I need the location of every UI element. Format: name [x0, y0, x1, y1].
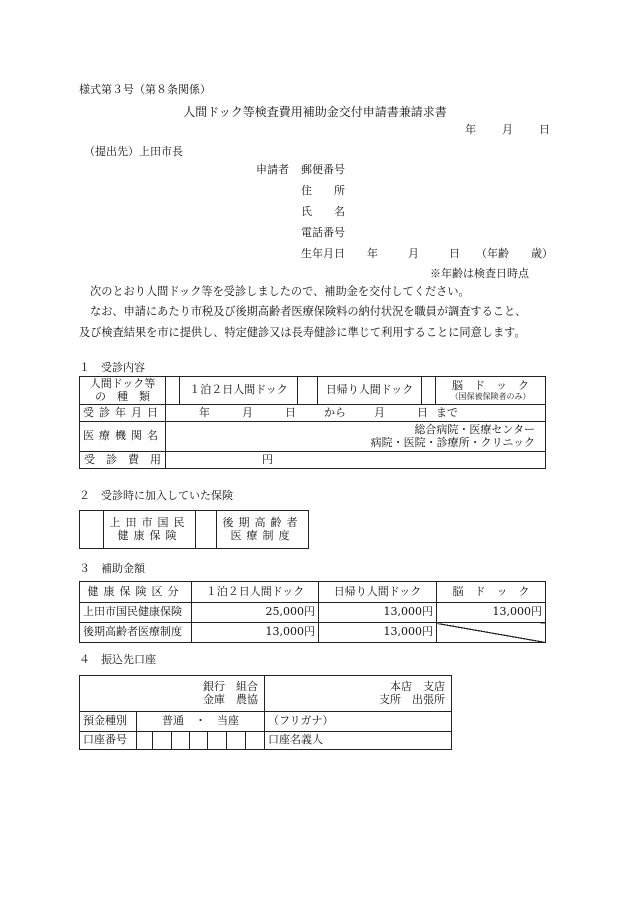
account-digit-4[interactable] [190, 732, 208, 750]
examination-table [79, 376, 546, 469]
account-digit-7[interactable] [246, 732, 265, 750]
account-holder-field[interactable]: 口座名義人 [265, 732, 452, 750]
type-label-line1: 人間ドック等 [89, 376, 156, 390]
deposit-type-options[interactable]: 普通 ・ 当座 [137, 712, 265, 732]
section3-heading: ３ 補助金額 [79, 562, 145, 575]
account-number-label: 口座番号 [80, 732, 137, 750]
subsidy-header-row [80, 582, 546, 603]
insurance1-line1: 上田市国民 [109, 515, 190, 529]
option3-cell [436, 377, 546, 405]
insurance2-line1: 後期高齢者 [222, 515, 303, 529]
insurance-row [80, 511, 309, 549]
account-digit-1[interactable] [137, 732, 153, 750]
account-digit-2[interactable] [153, 732, 172, 750]
birthdate-field[interactable] [301, 248, 553, 259]
address-field[interactable]: 住 所 [301, 184, 345, 197]
deposit-row [80, 712, 452, 732]
exam-month-2: 月 [374, 405, 385, 419]
cost-label: 受 診 費 用 [80, 452, 166, 469]
bank-row [80, 676, 452, 712]
account-digit-3[interactable] [172, 732, 190, 750]
exam-year: 年 [199, 405, 210, 419]
subsidy-cell: 13,000円 [437, 603, 546, 623]
bank-account-table [79, 675, 452, 750]
option1-checkbox[interactable] [166, 377, 180, 405]
institution-type-line2: 病院・医院・診療所・クリニック [370, 435, 535, 449]
insurance2-label [217, 511, 309, 549]
insurance2-checkbox[interactable] [196, 511, 217, 549]
section4-heading: ４ 振込先口座 [79, 653, 156, 666]
subsidy-row-label: 後期高齢者医療制度 [80, 623, 192, 643]
option2-checkbox[interactable] [298, 377, 318, 405]
exam-until: まで [436, 405, 458, 419]
insurance1-line2: 健康保険 [117, 528, 182, 542]
option3-note: （国保被保険者のみ） [450, 392, 531, 402]
subsidy-cell: 13,000円 [319, 623, 437, 643]
birth-month: 月 [408, 247, 419, 260]
date-year[interactable]: 年 [465, 123, 476, 136]
branch-type-line2: 支所 出張所 [379, 692, 445, 706]
exam-from: から [324, 405, 346, 419]
birthdate-label: 生年月日 [301, 247, 345, 260]
option1-label: １泊２日人間ドック [180, 377, 298, 405]
cost-row [80, 452, 546, 469]
age-field: （年齢 歳） [476, 247, 553, 260]
subsidy-header-overnight: １泊２日人間ドック [192, 582, 319, 603]
account-number-row [80, 732, 452, 750]
date-row [80, 405, 546, 422]
institution-type-line1: 総合病院・医療センター [414, 422, 535, 436]
body-paragraph-1: 次のとおり人間ドック等を受診しましたので、補助金を交付してください。 [90, 285, 470, 298]
branch-name-field[interactable] [265, 676, 452, 712]
section2-heading: ２ 受診時に加入していた保険 [79, 489, 233, 502]
bank-name-field[interactable] [80, 676, 265, 712]
birth-day: 日 [449, 247, 460, 260]
account-digit-5[interactable] [208, 732, 227, 750]
subsidy-cell: 13,000円 [319, 603, 437, 623]
option3-checkbox[interactable] [422, 377, 436, 405]
birth-year: 年 [367, 247, 378, 260]
branch-type-line1: 本店 支店 [390, 679, 445, 693]
postal-code-field[interactable]: 郵便番号 [301, 163, 345, 176]
bank-type-line2: 金庫 農協 [203, 692, 258, 706]
date-day[interactable]: 日 [539, 123, 550, 136]
insurance2-line2: 医療制度 [230, 528, 295, 542]
form-number: 様式第３号（第８条関係） [79, 83, 211, 96]
age-note: ※年齢は検査日時点 [430, 267, 529, 280]
type-label-line2: の 種 類 [95, 389, 150, 403]
subsidy-cell-not-applicable [437, 623, 546, 643]
date-month[interactable]: 月 [502, 123, 513, 136]
subsidy-table [79, 581, 546, 643]
subsidy-header-category: 健康保険区分 [80, 582, 192, 603]
body-paragraph-2a: なお、申請にあたり市税及び後期高齢者医療保険料の納付状況を職員が調査すること、 [90, 305, 527, 318]
phone-field[interactable]: 電話番号 [301, 226, 345, 239]
exam-day: 日 [285, 405, 296, 419]
subsidy-row-label: 上田市国民健康保険 [80, 603, 192, 623]
bank-type-line1: 銀行 組合 [203, 679, 258, 693]
exam-month: 月 [242, 405, 253, 419]
institution-label: 医療機関名 [80, 422, 166, 452]
exam-date-label: 受診年月日 [80, 405, 166, 422]
exam-day-2: 日 [417, 405, 428, 419]
date-line [465, 124, 550, 135]
body-paragraph-2b: 及び検査結果を市に提供し、特定健診又は長寿健診に準じて利用することに同意します。 [79, 326, 526, 339]
cost-unit: 円 [262, 452, 273, 466]
name-field[interactable]: 氏 名 [301, 205, 345, 218]
institution-field[interactable] [166, 422, 546, 452]
applicant-label: 申請者 [256, 163, 289, 176]
deposit-type-label: 預金種別 [80, 712, 137, 732]
exam-date-field[interactable] [166, 405, 546, 422]
table-row [80, 623, 546, 643]
subsidy-header-dayonly: 日帰り人間ドック [319, 582, 437, 603]
insurance1-label [104, 511, 196, 549]
submit-to: （提出先）上田市長 [84, 145, 183, 158]
insurance-table [79, 510, 309, 549]
page-title: 人間ドック等検査費用補助金交付申請書兼請求書 [183, 105, 447, 119]
institution-row [80, 422, 546, 452]
account-digit-6[interactable] [227, 732, 246, 750]
insurance1-checkbox[interactable] [80, 511, 104, 549]
type-row [80, 377, 546, 405]
type-label [80, 377, 166, 405]
subsidy-cell: 13,000円 [192, 623, 319, 643]
cost-field[interactable] [166, 452, 546, 469]
option3-label: 脳 ド ッ ク [452, 378, 529, 392]
subsidy-header-brain: 脳 ド ッ ク [437, 582, 546, 603]
option2-label: 日帰り人間ドック [318, 377, 422, 405]
section1-heading: １ 受診内容 [79, 361, 145, 374]
subsidy-cell: 25,000円 [192, 603, 319, 623]
table-row [80, 603, 546, 623]
furigana-field[interactable]: （フリガナ） [265, 712, 452, 732]
